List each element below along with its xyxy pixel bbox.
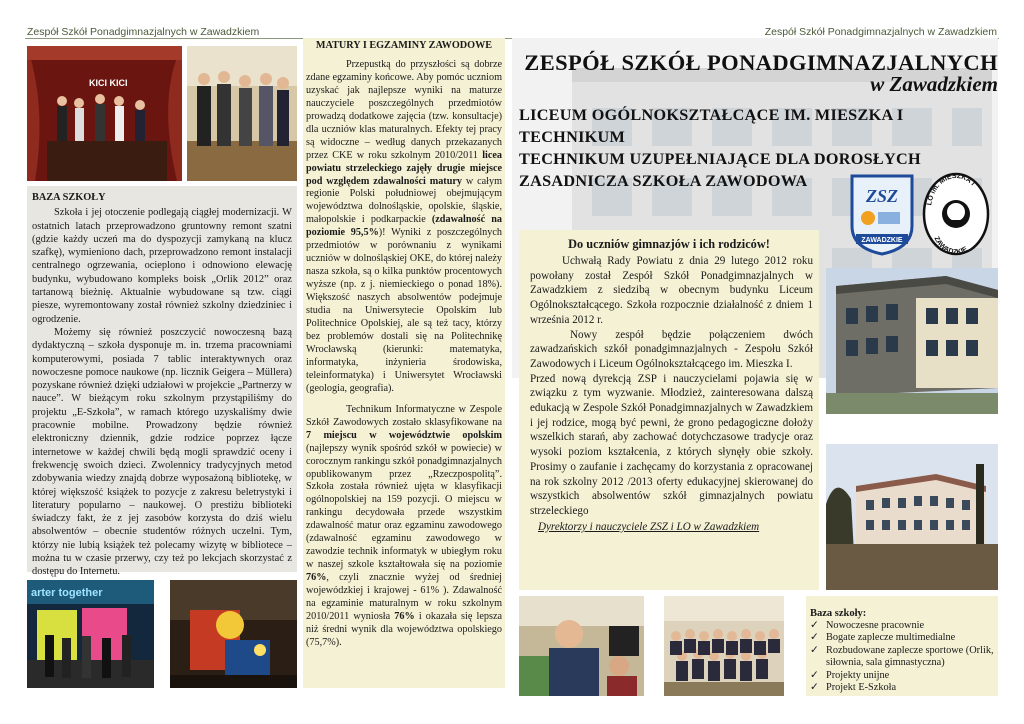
matury-text xyxy=(306,40,502,650)
lo-text-bottom: ZAWADZKIE xyxy=(932,235,969,257)
school-name-liceum: LICEUM OGÓLNOKSZTAŁCĄCE IM. MIESZKA I xyxy=(519,106,904,124)
matury-p2-bold-d: 76% xyxy=(306,572,327,584)
matury-p2-bold-f: 76% xyxy=(394,610,415,622)
baza-szkoly-paragraph-2: Możemy się również poszczycić nowoczesną bazą dydaktyczną – szkoła dysponuje m. in. trzema pracowniami komputerowymi, posiada 7 tablic interaktywnych oraz nowoczesne pomoce naukowe (np. licznik Geigera – Müllera) pozyskane również dzięki udziałowi w projekcie „Partnerzy w nauce”. W bieżącym roku szkolnym przystąpiliśmy do projektu „E-Szkoła”, w ramach którego uzyskaliśmy dwie pracownie mobilne. Prowadzony będzie również elektroniczny dziennik, gdzie rodzice poprzez łącze internetowe w każdej chwili będą mogli sprawdzić oceny i frekwencję swoich dzieci. Zwolennicy tradycyjnych metod zdobywania wiedzy znajdą dobrze wyposażoną bibliotekę, w której większość książek to pozycje z zakresu beletrystyki i literatury popularno – naukowej. O prestiżu biblioteki świadczy fakt, że z jej zasobów korzysta do dziś wielu absolwentów – obecnie studentów różnych uczelni. Tym, którzy nie lubią książek też polecamy wizytę w bibliotece – można tu w czasie przerwy, czy też po lekcjach skorzystać z dostępu do Internetu. xyxy=(32,326,292,578)
graffiti-text: arter together xyxy=(31,587,103,599)
matury-paragraph-2 xyxy=(306,404,502,650)
letter-paragraph-1: Uchwałą Rady Powiatu z dnia 29 lutego 2012 roku powołany został Zespół Szkół Ponadgimnazjalnych w Zawadzkiem z siedzibą w obecnym budynku Liceum Ogólnokształcącego. Szkoła rozpocznie działalność z dniem 1 września 2012 r. xyxy=(530,255,813,326)
check-icon: ✓ xyxy=(810,632,819,644)
stage-photo xyxy=(27,46,182,181)
lo-crest-icon xyxy=(921,170,991,258)
baza-box-list xyxy=(810,620,996,694)
students-computers-illustration xyxy=(519,596,644,696)
letter-heading: Do uczniów gimnazjów i ich rodziców! xyxy=(568,237,770,251)
matury-p2-part-a: Technikum Informatyczne w Zespole Szkół Zawodowych zostało sklasyfikowane na xyxy=(306,403,502,428)
list-item xyxy=(810,620,996,632)
school-building-photo-1 xyxy=(826,268,998,414)
baza-box-heading: Baza szkoły: xyxy=(810,608,867,619)
baza-szkoly-paragraph-1: Szkoła i jej otoczenie podlegają ciągłej modernizacji. W ostatnich latach przeprowadzono gruntowny remont szatni (gdzie każdy uczeń ma do dyspozycji zamykaną na klucz szafkę), wymieniono dach, przeprowadzono remont instalacji centralnego ogrzewania, ocieplono i odnowiono elewację budynku, wybudowano kompleks boisk „Orlik 2012” oraz tartanową bieżnię. Aktualnie wybudowane są tzw. ciągi piesze, wyremontowany został również szkolny dziedziniec i ogrodzenie. xyxy=(32,207,292,325)
stage-illustration xyxy=(27,46,182,181)
school-name-zasadnicza: ZASADNICZA SZKOŁA ZAWODOWA xyxy=(519,172,808,190)
list-item-label: Bogate zaplecze multimedialne xyxy=(826,632,956,644)
list-item xyxy=(810,670,996,682)
zsz-mark-text: ZSZ xyxy=(865,186,899,206)
lo-text-top: LO im. MIESZKA I xyxy=(926,172,976,206)
baza-box xyxy=(810,607,996,694)
list-item-label: Projekt E-Szkoła xyxy=(826,682,897,694)
header-left: Zespół Szkół Ponadgimnazjalnych w Zawadzkiem xyxy=(27,26,260,38)
students-computers-photo xyxy=(519,596,644,696)
school-name-technikum-uzupelniajace: TECHNIKUM UZUPEŁNIAJĄCE DLA DOROSŁYCH xyxy=(519,150,921,168)
class-group-illustration xyxy=(664,596,784,696)
welding-photo xyxy=(170,580,297,688)
baza-szkoly-text xyxy=(32,191,292,579)
matury-p1-bold-d: (zdawalność na poziomie 95,5% xyxy=(306,214,502,239)
list-item xyxy=(810,682,996,694)
graffiti-photo xyxy=(27,580,154,688)
letter-paragraph-2: Nowy zespół będzie połączeniem dwóch zawadzańskich szkół ponadgimnazjalnych - Zespołu Szkół Zawodowych i Liceum Ogólnokształcącego im. Mieszka I. xyxy=(530,328,813,370)
matury-p1-part-e: )! Wyniki z poszczególnych przedmiotów w porównaniu z wynikami uczniów w dolnośląskiej OKE, do której należy nasza szkoła, są o kilka punktów procentowych wyższe (np. z j. niemieckiego o ponad 18%). Większość naszych absolwentów podejmuje studia na Uniwersytecie Opolskim lub Politechnice Opolskiej, ale są też tacy, którzy bez problemów dostali się na Politechnikę Wrocławską (kierunki: matematyka, informatyka, inżynieria środowiska, teleinformatyka) i Uniwersytet Wrocławski (geologia, geografia). xyxy=(306,227,502,394)
lo-logo xyxy=(921,170,991,258)
check-icon: ✓ xyxy=(810,620,819,631)
matury-p1-bold-b: licea powiatu strzeleckiego zajęły drugie miejsce pod względem zdawalności matury xyxy=(306,149,502,187)
classroom-photo xyxy=(187,46,297,181)
matury-spacer xyxy=(306,396,502,404)
matury-heading: MATURY I EGZAMINY ZAWODOWE xyxy=(315,40,493,51)
school-building-photo-2 xyxy=(826,444,998,590)
matury-p2-part-g: i okazała się lepsza niż średni wynik dla województwa opolskiego (75,7%). xyxy=(306,610,502,648)
class-group-photo xyxy=(664,596,784,696)
baza-szkoly-heading: BAZA SZKOŁY xyxy=(32,192,106,203)
letter-body xyxy=(530,254,813,534)
stage-sign-text: KICI KICI xyxy=(89,78,128,88)
matury-p2-bold-b: 7 miejscu w województwie opolskim xyxy=(306,429,502,441)
school-building-2-illustration xyxy=(826,444,998,590)
classroom-illustration xyxy=(187,46,297,181)
page-title: ZESPÓŁ SZKÓŁ PONADGIMNAZJALNYCH xyxy=(524,50,998,75)
zsz-shield-icon xyxy=(848,172,916,256)
check-icon: ✓ xyxy=(810,644,819,656)
zsz-logo xyxy=(848,172,916,256)
header-right: Zespół Szkół Ponadgimnazjalnych w Zawadzkiem xyxy=(764,26,997,38)
check-icon: ✓ xyxy=(810,669,819,681)
graffiti-illustration xyxy=(27,580,154,688)
welding-illustration xyxy=(170,580,297,688)
list-item-label: Projekty unijne xyxy=(826,669,890,681)
matury-p1-part-c: w całym regionie Polski południowej obejmującym województwa dolnośląskie, opolskie, śląskie, małopolskie i podkarpackie xyxy=(306,175,503,226)
matury-p2-part-e: , czyli znacznie wyżej od średniej wojewódzkiej i krajowej - 61% ). Zdawalność na egzaminie maturalnym w roku szkolnym 2010/2011 wyniosła xyxy=(306,572,502,622)
matury-p2-part-c: (najlepszy wynik spośród szkół w powiecie) w corocznym rankingu szkół ponadgimnazjalnych opublikowanym przez „Rzeczpospolitą”. Szkoła została również ujęta w klasyfikacji ogólnopolskiej na 159 pozycji. O miejscu w rankingu decydowała przede wszystkim zdawalność matur oraz egzaminu zawodowego (zdawalność egzaminu zawodowego w zawodzie technik informatyk w ubiegłym roku w naszej szkole kształtowała się na poziomie xyxy=(306,442,502,571)
list-item-label: Nowoczesne pracownie xyxy=(826,620,925,631)
matury-p1-part-a: Przepustką do przyszłości są dobrze zdane egzaminy końcowe. Aby pomóc uczniom uzyskać jak najlepsze wyniki na maturze nauczyciele poszczególnych przedmiotów prowadzą dodatkowe zajęcia (tzw. konsultacje) dla uczniów klas maturalnych. Efekty tej pracy są widoczne – według danych przekazanych przez CKE w roku szkolnym 2010/2011 xyxy=(306,58,502,161)
list-item-label: Rozbudowane zaplecze sportowe (Orlik, siłownia, sala gimnastyczna) xyxy=(826,644,994,669)
list-item xyxy=(810,632,996,644)
zsz-label-text: ZAWADZKIE xyxy=(861,237,903,244)
page-subtitle: w Zawadzkiem xyxy=(870,72,998,96)
letter-signature: Dyrektorzy i nauczyciele ZSZ i LO w Zawadzkiem xyxy=(538,520,760,533)
school-name-technikum: TECHNIKUM xyxy=(519,128,626,146)
matury-paragraph-1 xyxy=(306,59,502,396)
list-item xyxy=(810,645,996,670)
check-icon: ✓ xyxy=(810,682,819,694)
school-building-1-illustration xyxy=(826,268,998,414)
letter-paragraph-3: Przed nową dyrekcją ZSP i nauczycielami pojawia się w związku z tym wyzwanie. Młodzież, zainteresowana dalszą edukacją w Zespole Szkół Ponadgimnazjalnych w Zawadzkiem i jej rodzice, mogą być pewni, że grono pedagogiczne dołoży wszelkich starań, aby zachować dotychczasowe tradycje oraz wysoki poziom kształcenia, z których słynęły obie szkoły. Prosimy o zaufanie i zachęcamy do korzystania z opracowanej na rok szkolny 2012 /2013 oferty edukacyjnej skierowanej do wszystkich absolwentów szkół gimnazjalnych powiatu strzeleckiego xyxy=(530,372,813,517)
